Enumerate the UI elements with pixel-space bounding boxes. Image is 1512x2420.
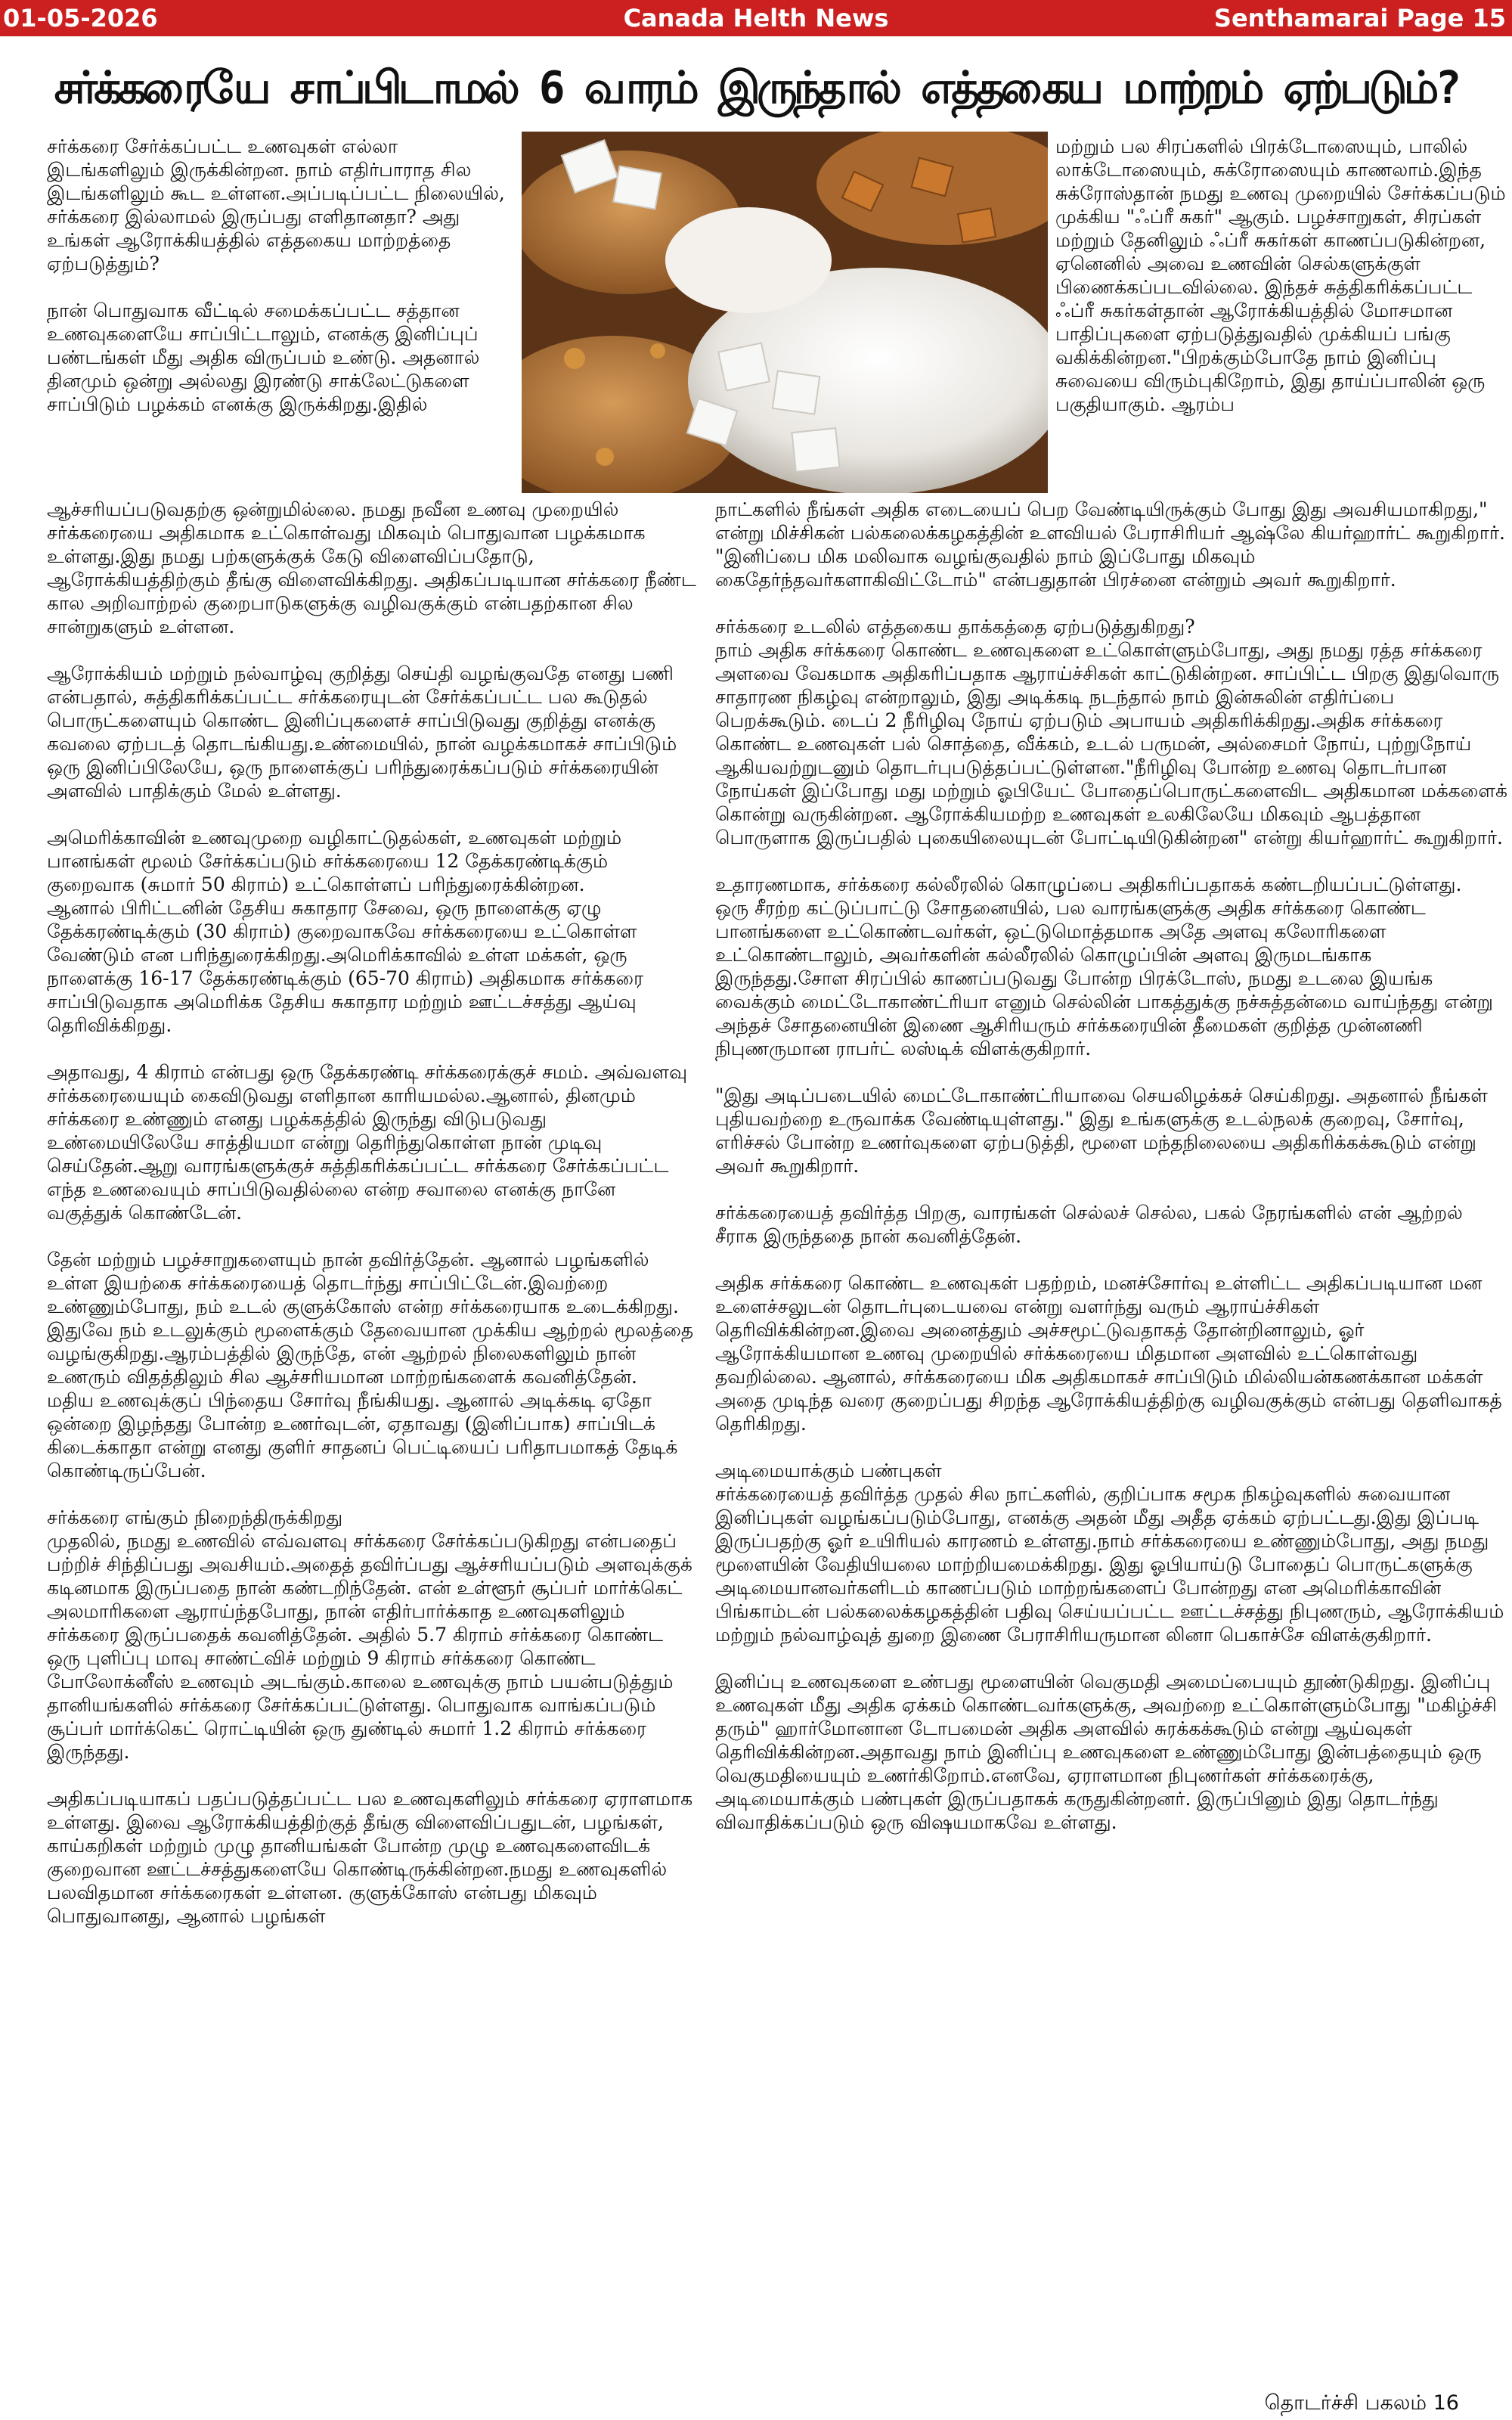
article-headline: சர்க்கரையே சாப்பிடாமல் 6 வாரம் இருந்தால் எத்தகைய மாற்றம் ஏற்படும்? <box>54 61 1458 113</box>
paragraph: தேன் மற்றும் பழச்சாறுகளையும் நான் தவிர்த்தேன். ஆனால் பழங்களில் உள்ள இயற்கை சர்க்கரையைத் தொடர்ந்து சாப்பிட்டேன்.இவற்றை உண்ணும்போது, நம் உடல் குளுக்கோஸ் என்ற சர்க்கரையாக உடைக்கிறது. இதுவே நம் உடலுக்கும் மூளைக்கும் தேவையான முக்கிய ஆற்றல் மூலத்தை வழங்குகிறது.ஆரம்பத்தில் இருந்தே, என் ஆற்றல் நிலைகளிலும் நான் உணரும் விதத்திலும் சில ஆச்சரியமான மாற்றங்களைக் கவனித்தேன். <box>47 1249 694 1388</box>
right-column-lower <box>715 498 1509 1834</box>
paragraph: சர்க்கரையைத் தவிர்த்த பிறகு, வாரங்கள் செல்லச் செல்ல, பகல் நேரங்களில் என் ஆற்றல் சீராக இருந்ததை நான் கவனித்தேன். <box>715 1202 1463 1247</box>
masthead <box>0 0 1512 36</box>
paragraph: அதிகப்படியாகப் பதப்படுத்தப்பட்ட பல உணவுகளிலும் சர்க்கரை ஏராளமாக உள்ளது. இவை ஆரோக்கியத்திற்குத் தீங்கு விளைவிப்பதுடன், பழங்கள், காய்கறிகள் மற்றும் முழு தானியங்கள் போன்ற முழு உணவுகளைவிடக் குறைவான ஊட்டச்சத்துகளையே கொண்டிருக்கின்றன.நமது உணவுகளில் பலவிதமான சர்க்கரைகள் உள்ளன. குளுக்கோஸ் என்பது மிகவும் பொதுவானது, ஆனால் பழங்கள் <box>47 1788 693 1927</box>
issue-date: 01-05-2026 <box>3 4 158 33</box>
paragraph: "இது அடிப்படையில் மைட்டோகாண்ட்ரியாவை செயலிழக்கச் செய்கிறது. அதனால் நீங்கள் புதியவற்றை உருவாக்க வேண்டியுள்ளது." இது உங்களுக்கு உடல்நலக் குறைவு, சோர்வு, எரிச்சல் போன்ற உணர்வுகளை ஏற்படுத்தி, மூளை மந்தநிலையை அதிகரிக்கக்கூடும் என்று அவர் கூறுகிறார். <box>715 1084 1488 1177</box>
paragraph: ஆச்சரியப்படுவதற்கு ஒன்றுமில்லை. நமது நவீன உணவு முறையில் சர்க்கரையை அதிகமாக உட்கொள்வது மிகவும் பொதுவான பழக்கமாக உள்ளது.இது நமது பற்களுக்குக் கேடு விளைவிப்பதோடு, ஆரோக்கியத்திற்கும் தீங்கு விளைவிக்கிறது. அதிகப்படியான சர்க்கரை நீண்ட கால அறிவாற்றல் குறைபாடுகளுக்கு வழிவகுக்கும் என்பதற்கான சில சான்றுகளும் உள்ளன. <box>47 498 696 638</box>
sugar-illustration <box>522 132 1048 493</box>
left-column-top <box>47 135 516 416</box>
paragraph: ஆரோக்கியம் மற்றும் நல்வாழ்வு குறித்து செய்தி வழங்குவதே எனது பணி என்பதால், சுத்திகரிக்கப்பட்ட சர்க்கரையுடன் சேர்க்கப்பட்ட பல கூடுதல் பொருட்களையும் கொண்ட இனிப்புகளைச் சாப்பிடுவது குறித்து எனக்கு கவலை ஏற்படத் தொடங்கியது.உண்மையில், நான் வழக்கமாகச் சாப்பிடும் ஒரு இனிப்பிலேயே, ஒரு நாளைக்குப் பரிந்துரைக்கப்படும் சர்க்கரையின் அளவில் பாதிக்கும் மேல் உள்ளது. <box>47 662 677 802</box>
paragraph: ஆனால் பிரிட்டனின் தேசிய சுகாதார சேவை, ஒரு நாளைக்கு ஏழு தேக்கரண்டிக்கும் (30 கிராம்) குறைவாகவே சர்க்கரையை உட்கொள்ள வேண்டும் என பரிந்துரைக்கிறது.அமெரிக்காவில் உள்ள மக்கள், ஒரு நாளைக்கு 16-17 தேக்கரண்டிக்கும் (65-70 கிராம்) அதிகமாக சர்க்கரை சாப்பிடுவதாக அமெரிக்க தேசிய சுகாதார மற்றும் ஊட்டச்சத்து ஆய்வு தெரிவிக்கிறது. <box>47 897 643 1036</box>
paragraph: உதாரணமாக, சர்க்கரை கல்லீரலில் கொழுப்பை அதிகரிப்பதாகக் கண்டறியப்பட்டுள்ளது. <box>715 873 1462 895</box>
sugar-photo <box>522 132 1048 493</box>
paragraph: நான் பொதுவாக வீட்டில் சமைக்கப்பட்ட சத்தான உணவுகளையே சாப்பிட்டாலும், எனக்கு இனிப்புப் பண்டங்கள் மீது அதிக விருப்பம் உண்டு. அதனால் தினமும் ஒன்று அல்லது இரண்டு சாக்லேட்டுகளை சாப்பிடும் பழக்கம் எனக்கு இருக்கிறது.இதில் <box>47 299 480 415</box>
paragraph: சர்க்கரை சேர்க்கப்பட்ட உணவுகள் எல்லா இடங்களிலும் இருக்கின்றன. நாம் எதிர்பாராத சில இடங்களிலும் கூட உள்ளன.அப்படிப்பட்ட நிலையில், சர்க்கரை இல்லாமல் இருப்பது எளிதானதா? அது உங்கள் ஆரோக்கியத்தில் எத்தகைய மாற்றத்தை ஏற்படுத்தும்? <box>47 135 505 275</box>
left-column-lower <box>47 498 697 1928</box>
paragraph: மற்றும் பல சிரப்களில் பிரக்டோஸையும், பாலில் லாக்டோஸையும், சுக்ரோஸையும் காணலாம்.இந்த சுக்ரோஸ்தான் நமது உணவு முறையில் சேர்க்கப்படும் முக்கிய "ஃப்ரீ சுகர்" ஆகும். பழச்சாறுகள், சிரப்கள் மற்றும் தேனிலும் ஃப்ரீ சுகர்கள் காணப்படுகின்றன, ஏனெனில் அவை உணவின் செல்களுக்குள் பிணைக்கப்படவில்லை. இந்தச் சுத்திகரிக்கப்பட்ட ஃப்ரீ சுகர்கள்தான் ஆரோக்கியத்தில் மோசமான பாதிப்புகளை ஏற்படுத்துவதில் முக்கியப் பங்கு வகிக்கின்றன."பிறக்கும்போதே நாம் இனிப்பு சுவையை விரும்புகிறோம், இது தாய்ப்பாலின் ஒரு பகுதியாகும். ஆரம்ப <box>1055 135 1506 415</box>
publication-name: Canada Helth News <box>623 4 889 33</box>
paragraph: அமெரிக்காவின் உணவுமுறை வழிகாட்டுதல்கள், உணவுகள் மற்றும் பானங்கள் மூலம் சேர்க்கப்படும் சர்க்கரையை 12 தேக்கரண்டிக்கும் குறைவாக (சுமார் 50 கிராம்) உட்கொள்ளப் பரிந்துரைக்கின்றன. <box>47 827 622 895</box>
paragraph: நாட்களில் நீங்கள் அதிக எடையைப் பெற வேண்டியிருக்கும் போது இது அவசியமாகிறது," என்று மிச்சிகன் பல்கலைக்கழகத்தின் உளவியல் பேராசிரியர் ஆஷ்லே கியர்ஹார்ட் கூறுகிறார். "இனிப்பை மிக மலிவாக வழங்குவதில் நாம் இப்போது மிகவும் கைதேர்ந்தவர்களாகிவிட்டோம்" என்பதுதான் பிரச்னை என்றும் அவர் கூறுகிறார். <box>715 498 1505 591</box>
paragraph: இனிப்பு உணவுகளை உண்பது மூளையின் வெகுமதி அமைப்பையும் தூண்டுகிறது. இனிப்பு உணவுகள் மீது அதிக ஏக்கம் கொண்டவர்களுக்கு, அவற்றை உட்கொள்ளும்போது "மகிழ்ச்சி தரும்" ஹார்மோனான டோபமைன் அதிக அளவில் சுரக்கக்கூடும் என்று ஆய்வுகள் தெரிவிக்கின்றன.அதாவது நாம் இனிப்பு உணவுகளை உண்ணும்போது இன்பத்தையும் ஒரு வெகுமதியையும் உணர்கிறோம்.எனவே, ஏராளமான நிபுணர்கள் சர்க்கரைக்கு, அடிமையாக்கும் பண்புகள் இருப்பதாகக் கருதுகின்றனர். இருப்பினும் இது தொடர்ந்து விவாதிக்கப்படும் ஒரு விஷயமாகவே உள்ளது. <box>715 1671 1497 1833</box>
continued-on-page: தொடர்ச்சி பகலம் 16 <box>1264 2391 1459 2415</box>
paragraph: சர்க்கரையைத் தவிர்த்த முதல் சில நாட்களில், குறிப்பாக சமூக நிகழ்வுகளில் சுவையான இனிப்புகள் வழங்கப்படும்போது, எனக்கு அதன் மீது அதீத ஏக்கம் ஏற்பட்டது.இது இப்படி இருப்பதற்கு ஓர் உயிரியல் காரணம் உள்ளது.நாம் சர்க்கரையை உண்ணும்போது, அது நமது மூளையின் வேதியியலை மாற்றியமைக்கிறது. இது ஓபியாய்டு போதைப் பொருட்களுக்கு அடிமையானவர்களிடம் காணப்படும் மாற்றங்களைப் போன்றது என அமெரிக்காவின் பிங்காம்டன் பல்கலைக்கழகத்தின் பதிவு செய்யப்பட்ட ஊட்டச்சத்து நிபுணரும், ஆரோக்கியம் மற்றும் நல்வாழ்வுத் துறை இணை பேராசிரியருமான லினா பெகாச்சே விளக்குகிறார். <box>715 1483 1504 1646</box>
paragraph: மதிய உணவுக்குப் பிந்தைய சோர்வு நீங்கியது. ஆனால் அடிக்கடி ஏதோ ஒன்றை இழந்தது போன்ற உணர்வுடன், ஏதாவது (இனிப்பாக) சாப்பிடக் கிடைக்காதா என்று எனது குளிர் சாதனப் பெட்டியைப் பரிதாபமாகத் தேடிக் கொண்டிருப்பேன். <box>47 1389 678 1481</box>
page-label: Senthamarai Page 15 <box>1213 4 1506 33</box>
paragraph: அதிக சர்க்கரை கொண்ட உணவுகள் பதற்றம், மனச்சோர்வு உள்ளிட்ட அதிகப்படியான மன உளைச்சலுடன் தொடர்புடையவை என்று வளர்ந்து வரும் ஆராய்ச்சிகள் தெரிவிக்கின்றன.இவை அனைத்தும் அச்சமூட்டுவதாகத் தோன்றினாலும், ஓர் ஆரோக்கியமான உணவு முறையில் சர்க்கரையை மிதமான அளவில் உட்கொள்வது தவறில்லை. ஆனால், சர்க்கரையை மிக அதிகமாகச் சாப்பிடும் மில்லியன்கணக்கான மக்கள் அதை முடிந்த வரை குறைப்பது சிறந்த ஆரோக்கியத்திற்கு வழிவகுக்கும் என்பது தெளிவாகத் தெரிகிறது. <box>715 1272 1502 1435</box>
right-column-top <box>1055 135 1509 416</box>
section-heading: அடிமையாக்கும் பண்புகள் <box>715 1460 942 1481</box>
paragraph: நாம் அதிக சர்க்கரை கொண்ட உணவுகளை உட்கொள்ளும்போது, அது நமது ரத்த சர்க்கரை அளவை வேகமாக அதிகரிப்பதாக ஆராய்ச்சிகள் காட்டுகின்றன. சாப்பிட்ட பிறகு இதுவொரு சாதாரண நிகழ்வு என்றாலும், இது அடிக்கடி நடந்தால் நாம் இன்சுலின் எதிர்ப்பை பெறக்கூடும். டைப் 2 நீரிழிவு நோய் ஏற்படும் அபாயம் அதிகரிக்கிறது.அதிக சர்க்கரை கொண்ட உணவுகள் பல் சொத்தை, வீக்கம், உடல் பருமன், அல்சைமர் நோய், புற்றுநோய் ஆகியவற்றுடனும் தொடர்புபடுத்தப்பட்டுள்ளன."நீரிழிவு போன்ற உணவு தொடர்பான நோய்கள் இப்போது மது மற்றும் ஓபியேட் போதைப்பொருட்களைவிட அதிகமான மக்களைக் கொன்று வருகின்றன. ஆரோக்கியமற்ற உணவுகள் உலகிலேயே மிகவும் ஆபத்தான பொருளாக இருப்பதில் புகையிலையுடன் போட்டியிடுகின்றன" என்று கியர்ஹார்ட் கூறுகிறார். <box>715 639 1507 849</box>
paragraph: அதாவது, 4 கிராம் என்பது ஒரு தேக்கரண்டி சர்க்கரைக்குச் சமம். அவ்வளவு சர்க்கரையையும் கைவிடுவது எளிதான காரியமல்ல.ஆனால், தினமும் சர்க்கரை உண்ணும் எனது பழக்கத்தில் இருந்து விடுபடுவது உண்மையிலேயே சாத்தியமா என்று தெரிந்துகொள்ள நான் முடிவு செய்தேன்.ஆறு வாரங்களுக்குச் சுத்திகரிக்கப்பட்ட சர்க்கரை சேர்க்கப்பட்ட எந்த உணவையும் சாப்பிடுவதில்லை என்ற சவாலை எனக்கு நானே வகுத்துக் கொண்டேன். <box>47 1061 688 1224</box>
section-heading: சர்க்கரை உடலில் எத்தகைய தாக்கத்தை ஏற்படுத்துகிறது? <box>715 616 1195 638</box>
paragraph: ஒரு சீரற்ற கட்டுப்பாட்டு சோதனையில், பல வாரங்களுக்கு அதிக சர்க்கரை கொண்ட பானங்களை உட்கொண்டவர்கள், ஒட்டுமொத்தமாக அதே அளவு கலோரிகளை உட்கொண்டாலும், அவர்களின் கல்லீரலில் கொழுப்பின் அளவு இருமடங்காக இருந்தது.சோள சிரப்பில் காணப்படுவது போன்ற பிரக்டோஸ், நமது உடலை இயங்க வைக்கும் மைட்டோகாண்ட்ரியா எனும் செல்லின் பாகத்துக்கு நச்சுத்தன்மை வாய்ந்தது என்று அந்தச் சோதனையின் இணை ஆசிரியரும் சர்க்கரையின் தீமைகள் குறித்த முன்னணி நிபுணருமான ராபர்ட் லஸ்டிக் விளக்குகிறார். <box>715 897 1493 1060</box>
section-heading: சர்க்கரை எங்கும் நிறைந்திருக்கிறது <box>47 1506 343 1528</box>
paragraph: முதலில், நமது உணவில் எவ்வளவு சர்க்கரை சேர்க்கப்படுகிறது என்பதைப் பற்றிச் சிந்திப்பது அவசியம்.அதைத் தவிர்ப்பது ஆச்சரியப்படும் அளவுக்குக் கடினமாக இருப்பதை நான் கண்டறிந்தேன். என் உள்ளூர் சூப்பர் மார்க்கெட் அலமாரிகளை ஆராய்ந்தபோது, நான் எதிர்பார்க்காத உணவுகளிலும் சர்க்கரை இருப்பதைக் கவனித்தேன். அதில் 5.7 கிராம் சர்க்கரை கொண்ட ஒரு புளிப்பு மாவு சாண்ட்விச் மற்றும் 9 கிராம் சர்க்கரை கொண்ட போலோக்னீஸ் உணவும் அடங்கும்.காலை உணவுக்கு நாம் பயன்படுத்தும் தானியங்களில் சர்க்கரை சேர்க்கப்பட்டுள்ளது. பொதுவாக வாங்கப்படும் சூப்பர் மார்க்கெட் ரொட்டியின் ஒரு துண்டில் சுமார் 1.2 கிராம் சர்க்கரை இருந்தது. <box>47 1530 692 1763</box>
